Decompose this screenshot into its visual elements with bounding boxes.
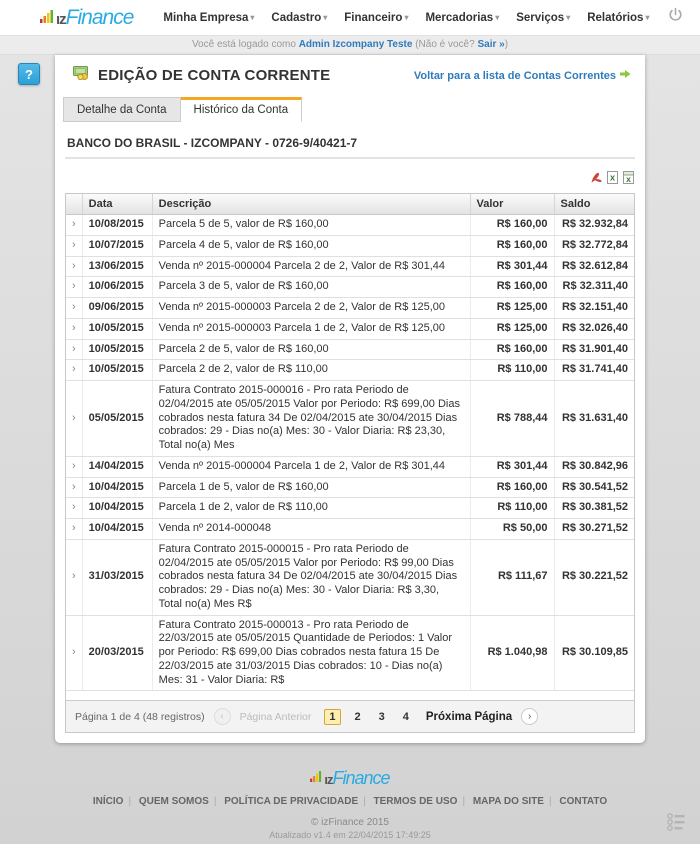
account-title: BANCO DO BRASIL - IZCOMPANY - 0726-9/40421-7 bbox=[65, 136, 635, 159]
table-row bbox=[66, 235, 634, 256]
table-row bbox=[66, 477, 634, 498]
menu-financeiro[interactable]: Financeiro ▾ bbox=[344, 11, 409, 24]
main-menu bbox=[163, 12, 649, 24]
footer-link-politica[interactable]: POLÍTICA DE PRIVACIDADE bbox=[224, 796, 359, 808]
page-number-4[interactable]: 4 bbox=[402, 710, 409, 723]
login-status-bar bbox=[0, 36, 700, 55]
row-date: 05/05/2015 bbox=[82, 381, 152, 457]
menu-servicos[interactable]: Serviços ▾ bbox=[516, 11, 571, 24]
row-description: Venda nº 2014-000048 bbox=[152, 519, 470, 540]
row-valor: R$ 110,00 bbox=[470, 498, 554, 519]
page-title: EDIÇÃO DE CONTA CORRENTE bbox=[98, 67, 331, 84]
table-row bbox=[66, 381, 634, 457]
row-expand-icon[interactable]: › bbox=[66, 539, 82, 615]
menu-relatorios[interactable]: Relatórios ▾ bbox=[587, 11, 650, 24]
header-data: Data bbox=[82, 194, 152, 215]
separator: | bbox=[548, 796, 552, 808]
logo-iz-text: ız bbox=[324, 772, 333, 788]
logout-power-icon[interactable] bbox=[667, 7, 684, 29]
logo-finance-text: Finance bbox=[332, 768, 390, 789]
row-expand-icon[interactable]: › bbox=[66, 318, 82, 339]
row-saldo: R$ 30.109,85 bbox=[554, 615, 634, 691]
header-saldo: Saldo bbox=[554, 194, 634, 215]
export-pdf-icon[interactable] bbox=[590, 171, 603, 189]
row-date: 10/04/2015 bbox=[82, 498, 152, 519]
table-header-row bbox=[66, 194, 634, 215]
row-saldo: R$ 30.271,52 bbox=[554, 519, 634, 540]
row-valor: R$ 160,00 bbox=[470, 277, 554, 298]
logged-user-link[interactable]: Admin Izcompany Teste bbox=[298, 39, 413, 50]
row-valor: R$ 111,67 bbox=[470, 539, 554, 615]
row-valor: R$ 125,00 bbox=[470, 298, 554, 319]
row-description: Fatura Contrato 2015-000015 - Pro rata Periodo de 02/04/2015 ate 05/05/2015 Valor por Periodo: R$ 99,00 Dias cobrados nesta fatura 34 De 02/04/2015 ate 30/04/2015 Dias cobrados: 29 - Dias no(a) Mes: 30 - Valor Diaria: R$ 3,30, Total no(a) Mes R$ bbox=[152, 539, 470, 615]
help-button[interactable]: ? bbox=[18, 63, 40, 85]
row-date: 14/04/2015 bbox=[82, 456, 152, 477]
row-expand-icon[interactable]: › bbox=[66, 498, 82, 519]
row-expand-icon[interactable]: › bbox=[66, 256, 82, 277]
row-date: 10/05/2015 bbox=[82, 360, 152, 381]
page-numbers bbox=[324, 709, 413, 725]
menu-mercadorias[interactable]: Mercadorias ▾ bbox=[425, 11, 500, 24]
row-expand-icon[interactable]: › bbox=[66, 235, 82, 256]
row-saldo: R$ 32.151,40 bbox=[554, 298, 634, 319]
previous-page-button[interactable]: ‹ bbox=[214, 708, 231, 725]
table-row bbox=[66, 615, 634, 691]
pagination-bar bbox=[66, 700, 634, 732]
row-description: Fatura Contrato 2015-000013 - Pro rata Periodo de 22/03/2015 ate 05/05/2015 Quantidade de Periodos: 1 Valor por Periodo: R$ 699,00 Dias cobrados nesta fatura 15 De 22/03/2015 ate 31/03/2015 Dias cobrados: 10 - Dias no(a) Mes: 31 - Valor Diaria: R$ bbox=[152, 615, 470, 691]
export-xls-icon[interactable] bbox=[606, 171, 619, 189]
page-number-3[interactable]: 3 bbox=[378, 710, 385, 723]
header-expand bbox=[66, 194, 82, 215]
row-saldo: R$ 31.741,40 bbox=[554, 360, 634, 381]
row-date: 10/06/2015 bbox=[82, 277, 152, 298]
table-row bbox=[66, 277, 634, 298]
footer-link-inicio[interactable]: INÍCIO bbox=[92, 796, 124, 808]
previous-page-label: Página Anterior bbox=[239, 710, 312, 723]
export-csv-icon[interactable] bbox=[622, 171, 635, 189]
row-saldo: R$ 32.311,40 bbox=[554, 277, 634, 298]
header-descricao: Descrição bbox=[152, 194, 470, 215]
row-description: Venda nº 2015-000004 Parcela 2 de 2, Valor de R$ 301,44 bbox=[152, 256, 470, 277]
row-saldo: R$ 30.381,52 bbox=[554, 498, 634, 519]
row-description: Parcela 1 de 5, valor de R$ 160,00 bbox=[152, 477, 470, 498]
chevron-down-icon: ▾ bbox=[250, 12, 255, 22]
row-saldo: R$ 30.541,52 bbox=[554, 477, 634, 498]
footer-logo bbox=[0, 769, 700, 787]
footer-link-quem-somos[interactable]: QUEM SOMOS bbox=[138, 796, 209, 808]
separator: | bbox=[213, 796, 217, 808]
row-valor: R$ 160,00 bbox=[470, 235, 554, 256]
row-saldo: R$ 32.772,84 bbox=[554, 235, 634, 256]
row-expand-icon[interactable]: › bbox=[66, 519, 82, 540]
row-date: 09/06/2015 bbox=[82, 298, 152, 319]
row-expand-icon[interactable]: › bbox=[66, 215, 82, 236]
login-suffix: ) bbox=[504, 39, 509, 50]
row-saldo: R$ 32.612,84 bbox=[554, 256, 634, 277]
copyright-text: © izFinance 2015 bbox=[311, 817, 389, 829]
row-valor: R$ 301,44 bbox=[470, 256, 554, 277]
svg-text:x: x bbox=[609, 172, 616, 183]
chevron-down-icon: ▾ bbox=[323, 12, 328, 22]
row-date: 10/08/2015 bbox=[82, 215, 152, 236]
row-valor: R$ 125,00 bbox=[470, 318, 554, 339]
tab-detalhe-da-conta[interactable]: Detalhe da Conta bbox=[63, 97, 181, 122]
header-valor: Valor bbox=[470, 194, 554, 215]
row-date: 31/03/2015 bbox=[82, 539, 152, 615]
grid-spacer bbox=[66, 691, 634, 700]
row-expand-icon[interactable]: › bbox=[66, 381, 82, 457]
version-text: Atualizado v1.4 em 22/04/2015 17:49:25 bbox=[269, 830, 431, 841]
row-valor: R$ 301,44 bbox=[470, 456, 554, 477]
table-row bbox=[66, 298, 634, 319]
logout-link[interactable]: Sair » bbox=[477, 39, 505, 50]
izfinance-logo[interactable] bbox=[40, 5, 134, 29]
row-saldo: R$ 31.901,40 bbox=[554, 339, 634, 360]
row-description: Venda nº 2015-000003 Parcela 2 de 2, Valor de R$ 125,00 bbox=[152, 298, 470, 319]
row-description: Parcela 3 de 5, valor de R$ 160,00 bbox=[152, 277, 470, 298]
green-arrow-right-icon bbox=[620, 69, 631, 82]
row-saldo: R$ 30.842,96 bbox=[554, 456, 634, 477]
separator: | bbox=[462, 796, 466, 808]
menu-minha-empresa[interactable]: Minha Empresa ▾ bbox=[163, 11, 255, 24]
chevron-down-icon: ▾ bbox=[645, 12, 650, 22]
logo-bars-icon bbox=[40, 10, 56, 28]
table-row bbox=[66, 215, 634, 236]
login-middle: (Não é você? bbox=[412, 39, 478, 50]
footer-link-contato[interactable]: CONTATO bbox=[559, 796, 608, 808]
top-navbar bbox=[0, 0, 700, 36]
money-icon bbox=[73, 66, 90, 85]
history-grid bbox=[65, 193, 635, 733]
next-page-button[interactable]: › bbox=[521, 708, 538, 725]
row-valor: R$ 110,00 bbox=[470, 360, 554, 381]
row-valor: R$ 160,00 bbox=[470, 339, 554, 360]
row-date: 10/07/2015 bbox=[82, 235, 152, 256]
row-valor: R$ 1.040,98 bbox=[470, 615, 554, 691]
row-expand-icon[interactable]: › bbox=[66, 477, 82, 498]
row-saldo: R$ 30.221,52 bbox=[554, 539, 634, 615]
logo-finance-text: Finance bbox=[65, 5, 134, 29]
tab-bar bbox=[63, 93, 637, 122]
row-expand-icon[interactable]: › bbox=[66, 456, 82, 477]
row-expand-icon[interactable]: › bbox=[66, 277, 82, 298]
row-date: 13/06/2015 bbox=[82, 256, 152, 277]
page-number-1[interactable]: 1 bbox=[324, 709, 340, 725]
row-valor: R$ 160,00 bbox=[470, 215, 554, 236]
chevron-down-icon: ▾ bbox=[495, 12, 500, 22]
row-description: Parcela 4 de 5, valor de R$ 160,00 bbox=[152, 235, 470, 256]
row-valor: R$ 50,00 bbox=[470, 519, 554, 540]
logo-bars-icon bbox=[310, 769, 324, 787]
table-row bbox=[66, 519, 634, 540]
row-date: 10/05/2015 bbox=[82, 318, 152, 339]
tab-content bbox=[63, 122, 637, 733]
row-description: Fatura Contrato 2015-000016 - Pro rata Periodo de 02/04/2015 ate 05/05/2015 Valor por Periodo: R$ 699,00 Dias cobrados nesta fatura 34 De 02/04/2015 ate 30/04/2015 Dias cobrados: 29 - Dias no(a) Mes: 30 - Valor Diaria: R$ 23,30, Total no(a) Mes bbox=[152, 381, 470, 457]
row-description: Venda nº 2015-000003 Parcela 1 de 2, Valor de R$ 125,00 bbox=[152, 318, 470, 339]
row-description: Parcela 1 de 2, valor de R$ 110,00 bbox=[152, 498, 470, 519]
row-description: Venda nº 2015-000004 Parcela 1 de 2, Valor de R$ 301,44 bbox=[152, 456, 470, 477]
table-row bbox=[66, 318, 634, 339]
row-description: Parcela 5 de 5, valor de R$ 160,00 bbox=[152, 215, 470, 236]
row-date: 10/04/2015 bbox=[82, 477, 152, 498]
page-footer bbox=[0, 743, 700, 840]
row-date: 20/03/2015 bbox=[82, 615, 152, 691]
table-row bbox=[66, 339, 634, 360]
footer-link-mapa[interactable]: MAPA DO SITE bbox=[472, 796, 544, 808]
page-number-2[interactable]: 2 bbox=[354, 710, 361, 723]
chevron-down-icon: ▾ bbox=[404, 12, 409, 22]
row-date: 10/05/2015 bbox=[82, 339, 152, 360]
login-prefix: Você está logado como bbox=[191, 39, 299, 50]
menu-cadastro[interactable]: Cadastro ▾ bbox=[271, 11, 328, 24]
row-expand-icon[interactable]: › bbox=[66, 298, 82, 319]
row-saldo: R$ 32.932,84 bbox=[554, 215, 634, 236]
row-expand-icon[interactable]: › bbox=[66, 360, 82, 381]
row-description: Parcela 2 de 2, valor de R$ 110,00 bbox=[152, 360, 470, 381]
row-valor: R$ 788,44 bbox=[470, 381, 554, 457]
tab-historico-da-conta[interactable]: Histórico da Conta bbox=[181, 97, 303, 122]
pagination-summary: Página 1 de 4 (48 registros) bbox=[75, 710, 205, 723]
row-saldo: R$ 31.631,40 bbox=[554, 381, 634, 457]
row-saldo: R$ 32.026,40 bbox=[554, 318, 634, 339]
row-expand-icon[interactable]: › bbox=[66, 615, 82, 691]
table-row bbox=[66, 360, 634, 381]
logo-iz-text: ız bbox=[56, 10, 66, 28]
separator: | bbox=[363, 796, 366, 808]
footer-link-termos[interactable]: TERMOS DE USO bbox=[373, 796, 458, 808]
chevron-down-icon: ▾ bbox=[566, 12, 571, 22]
table-row bbox=[66, 456, 634, 477]
row-date: 10/04/2015 bbox=[82, 519, 152, 540]
table-row bbox=[66, 539, 634, 615]
table-row bbox=[66, 256, 634, 277]
content-card bbox=[55, 55, 645, 743]
svg-text:x: x bbox=[626, 174, 631, 184]
back-to-list-link[interactable]: Voltar para a lista de Contas Correntes bbox=[414, 69, 631, 82]
table-row bbox=[66, 498, 634, 519]
row-valor: R$ 160,00 bbox=[470, 477, 554, 498]
row-description: Parcela 2 de 5, valor de R$ 160,00 bbox=[152, 339, 470, 360]
export-toolbar bbox=[65, 171, 635, 189]
row-expand-icon[interactable]: › bbox=[66, 339, 82, 360]
footer-links bbox=[0, 796, 700, 807]
list-widget-icon[interactable] bbox=[665, 811, 687, 838]
next-page-label: Próxima Página bbox=[425, 710, 513, 723]
table-body bbox=[66, 215, 634, 691]
separator: | bbox=[128, 796, 132, 808]
